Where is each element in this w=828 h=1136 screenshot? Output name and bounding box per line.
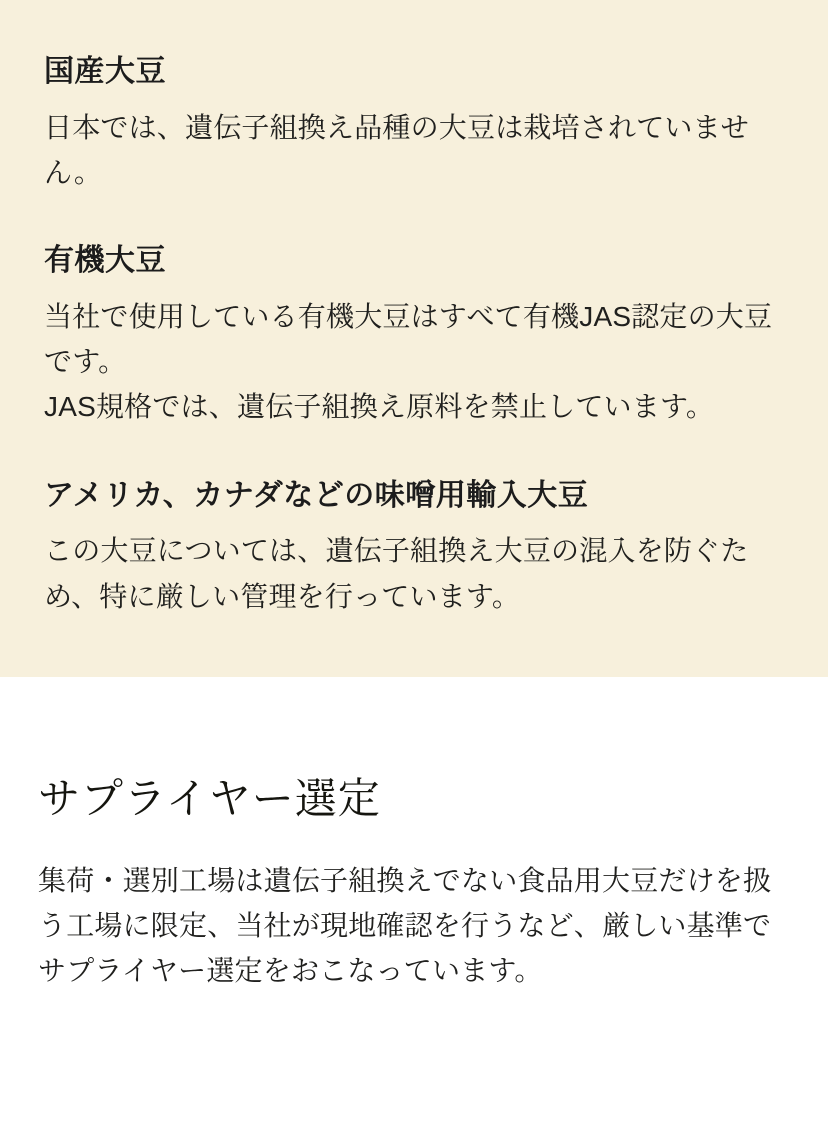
block-heading: アメリカ、カナダなどの味噌用輸入大豆 [44, 478, 589, 512]
block-body [44, 294, 784, 430]
info-block-organic-soybean [44, 241, 784, 430]
section-title: サプライヤー選定 [38, 777, 381, 824]
block-body: 日本では、遺伝子組換え品種の大豆は栽培されていません。 [44, 111, 750, 188]
info-block-domestic-soybean [44, 52, 784, 195]
info-block-imported-soybean [44, 476, 784, 619]
block-body: この大豆については、遺伝子組換え大豆の混入を防ぐため、特に厳しい管理を行っています。 [44, 535, 749, 612]
section-body: 集荷・選別工場は遺伝子組換えでない食品用大豆だけを扱う工場に限定、当社が現地確認を行うなど、厳しい基準でサプライヤー選定をおこなっています。 [38, 864, 772, 987]
block-heading: 国産大豆 [44, 55, 166, 88]
block-body-line: JAS規格では、遺伝子組換え原料を禁止しています。 [44, 391, 715, 423]
block-body-line: 当社で使用している有機大豆はすべて有機JAS認定の大豆です。 [44, 300, 773, 378]
block-heading: 有機大豆 [44, 244, 166, 278]
supplier-selection-section [0, 677, 828, 1136]
